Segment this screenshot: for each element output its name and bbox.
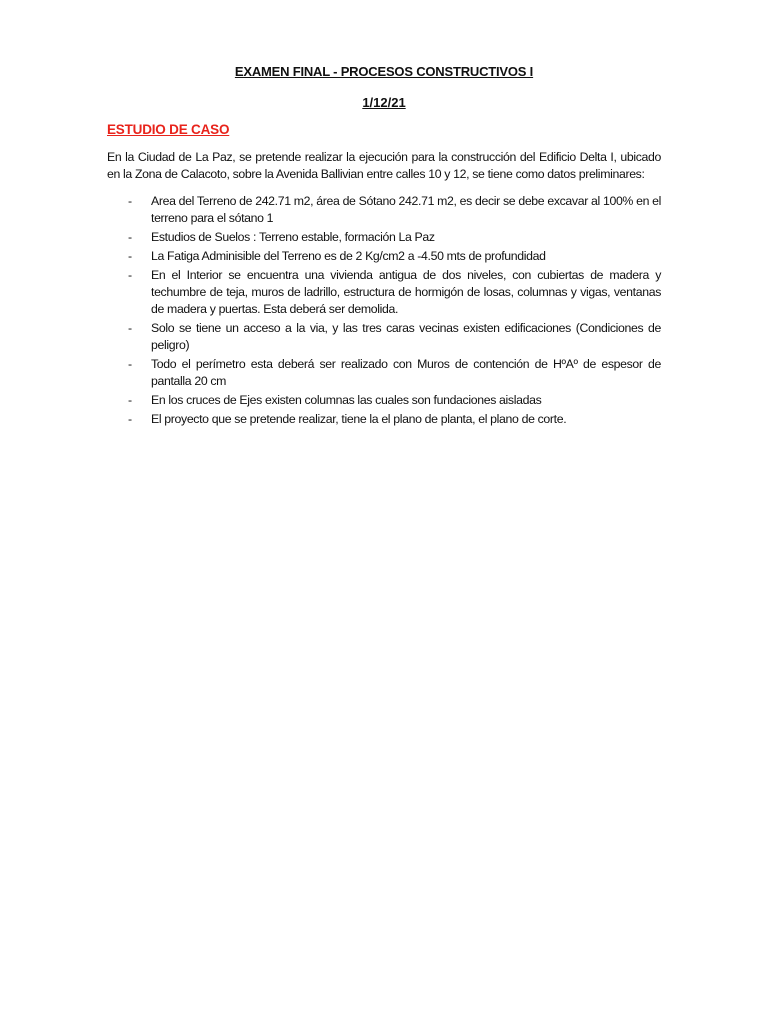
list-item-text: Solo se tiene un acceso a la via, y las tres caras vecinas existen edificaciones (Condiciones de peligro) xyxy=(151,321,661,352)
document-date: 1/12/21 xyxy=(362,95,406,110)
list-item-text: En los cruces de Ejes existen columnas las cuales son fundaciones aisladas xyxy=(151,393,542,407)
list-item xyxy=(107,411,661,428)
list-item-text: El proyecto que se pretende realizar, tiene la el plano de planta, el plano de corte. xyxy=(151,412,567,426)
bullet-dash: - xyxy=(128,249,132,263)
list-item xyxy=(107,356,661,390)
bullet-dash: - xyxy=(128,321,132,335)
section-heading: ESTUDIO DE CASO xyxy=(107,122,230,137)
bullet-dash: - xyxy=(128,393,132,407)
bullet-dash: - xyxy=(128,194,132,208)
document-title: EXAMEN FINAL - PROCESOS CONSTRUCTIVOS I xyxy=(234,64,534,79)
bullet-dash: - xyxy=(128,268,132,282)
list-item xyxy=(107,320,661,354)
list-item-text: Estudios de Suelos : Terreno estable, formación La Paz xyxy=(151,230,435,244)
list-item-text: Todo el perímetro esta deberá ser realizado con Muros de contención de HºAº de espesor de pantalla 20 cm xyxy=(151,357,661,388)
list-item xyxy=(107,392,661,409)
list-item-text: Area del Terreno de 242.71 m2, área de Sótano 242.71 m2, es decir se debe excavar al 100% en el terreno para el sótano 1 xyxy=(151,194,661,225)
list-item-text: La Fatiga Adminisible del Terreno es de 2 Kg/cm2 a -4.50 mts de profundidad xyxy=(151,249,546,263)
list-item xyxy=(107,248,661,265)
bullet-dash: - xyxy=(128,412,132,426)
bullet-dash: - xyxy=(128,357,132,371)
list-item xyxy=(107,267,661,318)
list-item xyxy=(107,193,661,227)
intro-paragraph: En la Ciudad de La Paz, se pretende realizar la ejecución para la construcción del Edificio Delta I, ubicado en la Zona de Calacoto, sobre la Avenida Ballivian entre calles 10 y 12, se tiene como datos preliminares: xyxy=(107,150,661,181)
list-item-text: En el Interior se encuentra una vivienda antigua de dos niveles, con cubiertas de madera y techumbre de teja, muros de ladrillo, estructura de hormigón de losas, columnas y vigas, ventanas de madera y puertas. Esta deberá ser demolida. xyxy=(151,268,661,316)
preliminary-data-list xyxy=(107,193,661,430)
list-item xyxy=(107,229,661,246)
bullet-dash: - xyxy=(128,230,132,244)
